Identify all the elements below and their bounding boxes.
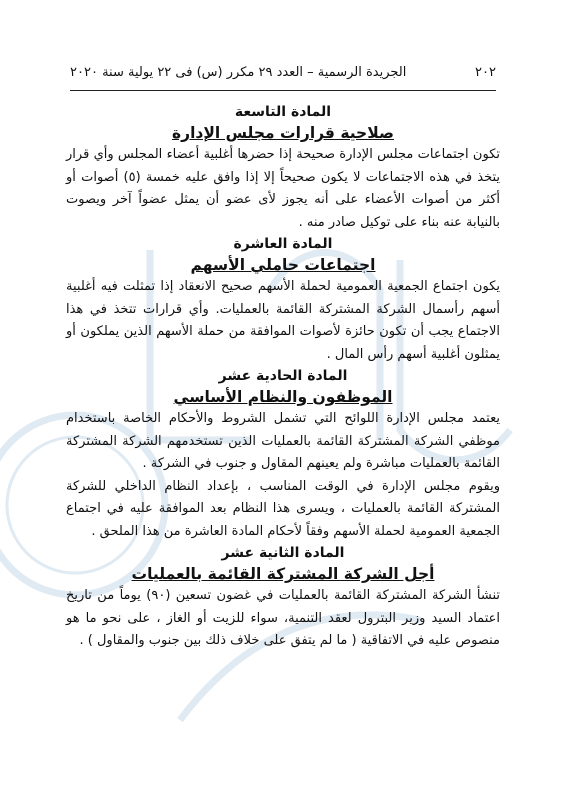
article-number: المادة العاشرة (233, 236, 333, 252)
page-header (70, 58, 496, 88)
article-number: المادة التاسعة (234, 104, 332, 120)
article-title: اجتماعات حاملي الأسهم (190, 256, 376, 274)
article-title: الموظفون والنظام الأساسي (173, 388, 393, 406)
paragraph: تكون اجتماعات مجلس الإدارة صحيحة إذا حضرها أغلبية أعضاء المجلس وأي قرار يتخذ في هذه الاجتماعات لا يكون صحيحاً إلا إذا وافق عليه خمسة (٥) أصوات أو أكثر من أصوات الأعضاء على أنه يجوز لأى عضو أن يمثل عضواً آخر ويصوت بالنيابة عنه بناء على توكيل صادر منه . (66, 147, 501, 230)
paragraph: ويقوم مجلس الإدارة في الوقت المناسب ، بإعداد النظام الداخلي للشركة المشتركة القائمة بالعمليات ، ويسرى هذا النظام بعد الموافقة عليه في اجتماع الجمعية العمومية لحملة الأسهم وفقاً لأحكام المادة العاشرة من هذا الملحق . (66, 478, 500, 539)
article-title: أجل الشركة المشتركة القائمة بالعمليات (131, 565, 435, 583)
document-body (66, 102, 500, 653)
paragraph: يكون اجتماع الجمعية العمومية لحملة الأسهم صحيح الانعقاد إذا تمثلت فيه أغلبية أسهم رأسمال الشركة المشتركة القائمة بالعمليات. وأي قرارات تتخذ في هذا الاجتماع يجب أن تكون حائزة لأصوات الموافقة من حملة الأسهم الذين يملكون أو يمثلون أغلبية أسهم رأس المال . (66, 279, 500, 362)
article-body (66, 408, 500, 543)
paragraph: تنشأ الشركة المشتركة القائمة بالعمليات في غضون تسعين (٩٠) يوماً من تاريخ اعتماد السيد وزير البترول لعقد التنمية، سواء للزيت أو الغاز ، على نحو ما هو منصوص عليه في الاتفاقية ( ما لم يتفق على خلاف ذلك بين جنوب والمقاول ) . (66, 588, 501, 648)
paragraph: يعتمد مجلس الإدارة اللوائح التي تشمل الشروط والأحكام الخاصة باستخدام موظفي الشركة المشتركة القائمة بالعمليات الذين تستخدمهم الشركة المشتركة القائمة بالعمليات مباشرة ولم يعينهم المقاول و جنوب في الشركة . (66, 411, 500, 471)
article-body (66, 144, 500, 234)
article-number: المادة الثانية عشر (221, 545, 345, 561)
article-body (66, 585, 500, 653)
article-number: المادة الحادية عشر (218, 368, 348, 384)
article-section (66, 103, 500, 234)
gazette-title: الجريدة الرسمية – العدد ٢٩ مكرر (س) فى ٢٢ يولية سنة ٢٠٢٠ (70, 65, 407, 80)
article-section (66, 544, 500, 653)
article-body (66, 276, 500, 366)
article-section (66, 367, 500, 543)
article-title: صلاحية قرارات مجلس الإدارة (172, 124, 394, 142)
article-section (66, 235, 500, 366)
page-number: ٢٠٢ (475, 65, 496, 80)
header-rule (70, 90, 496, 91)
